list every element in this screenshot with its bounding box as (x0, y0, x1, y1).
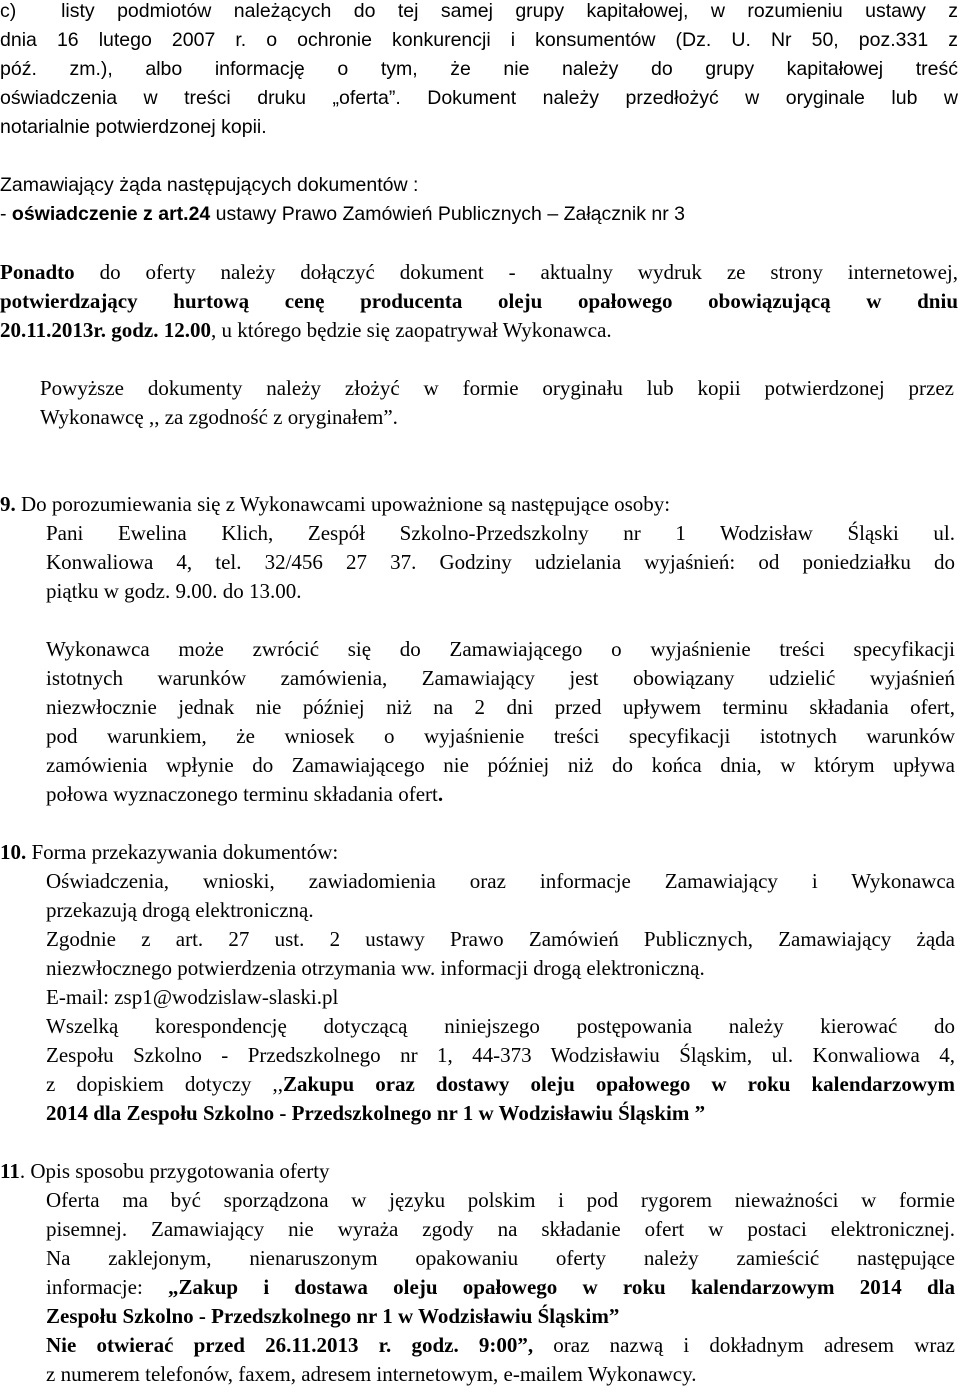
section-c-line-3: póź. zm.), albo informację o tym, że nie należy do grupy kapitałowej treść (0, 58, 958, 80)
section-10-line-8 (46, 1070, 955, 1099)
section-10-line-4: niezwłocznego potwierdzenia otrzymania ww. informacji drogą elektroniczną. (46, 956, 705, 980)
section-11-number: 11 (0, 1159, 20, 1183)
ponadto-date-bold: 20.11.2013r. godz. 12.00 (0, 318, 211, 342)
section-c-line-1: c) listy podmiotów należących do tej samej grupy kapitałowej, w rozumieniu ustawy z (0, 0, 958, 22)
section-11-line-3: Na zaklejonym, nienaruszonym opakowaniu oferty należy zamieścić następujące (46, 1246, 955, 1270)
section-9-header (0, 490, 958, 519)
section-10-number: 10. (0, 840, 27, 864)
section-10-line-8-bold: Zakupu oraz dostawy oleju opałowego w roku kalendarzowym (282, 1072, 955, 1096)
section-11-line-4-text: informacje: (46, 1275, 169, 1299)
required-docs-item-text: ustawy Prawo Zamówień Publicznych – Załącznik nr 3 (210, 203, 685, 225)
section-11-line-6-text: oraz nazwą i dokładnym adresem wraz (533, 1333, 955, 1357)
section-11-header (0, 1157, 958, 1186)
section-9-para-line-1: Wykonawca może zwrócić się do Zamawiającego o wyjaśnienie treści specyfikacji (46, 637, 955, 661)
ponadto-line-3 (0, 316, 958, 345)
section-11-line-1: Oferta ma być sporządzona w języku polskim i pod rygorem nieważności w formie (46, 1188, 955, 1212)
section-c-line-5: notarialnie potwierdzonej kopii. (0, 116, 267, 138)
ponadto-line-3-text: , u którego będzie się zaopatrywał Wykonawca. (210, 318, 612, 342)
section-10-line-3: Zgodnie z art. 27 ust. 2 ustawy Prawo Zamówień Publicznych, Zamawiający żąda (46, 927, 955, 951)
section-10-email[interactable]: E-mail: zsp1@wodzislaw-slaski.pl (46, 985, 339, 1009)
section-9-para-line-2: istotnych warunków zamówienia, Zamawiający jest obowiązany udzielić wyjaśnień (46, 666, 955, 690)
section-11-line-6-bold: Nie otwierać przed 26.11.2013 r. godz. 9:00”, (46, 1333, 534, 1357)
section-9-para-line-6-text: połowa wyznaczonego terminu składania ofert (46, 782, 438, 806)
section-11-title: . Opis sposobu przygotowania oferty (19, 1159, 330, 1183)
section-9-para-line-6 (46, 780, 955, 809)
section-11-line-5-bold: Zespołu Szkolno - Przedszkolnego nr 1 w Wodzisławiu Śląskim” (46, 1304, 620, 1328)
section-9-title: Do porozumiewania się z Wykonawcami upoważnione są następujące osoby: (15, 492, 671, 516)
required-docs-item-bold: oświadczenie z art.24 (11, 203, 211, 225)
section-9-para-line-5: zamówienia wpłynie do Zamawiającego nie później niż do końca dnia, w którym upływa (46, 753, 955, 777)
section-9-para-line-3: niezwłocznie jednak nie później niż na 2 dni przed upływem terminu składania ofert, (46, 695, 955, 719)
section-9-line-4: piątku w godz. 9.00. do 13.00. (46, 579, 302, 603)
section-11-line-5 (46, 1302, 955, 1331)
section-11-line-4 (46, 1273, 955, 1302)
section-10-line-9-bold: 2014 dla Zespołu Szkolno - Przedszkolnego nr 1 w Wodzisławiu Śląskim ” (46, 1101, 706, 1125)
section-9-para-final-dot: . (437, 782, 444, 806)
section-10-header (0, 838, 958, 867)
section-10-line-6: Wszelką korespondencję dotyczącą niniejszego postępowania należy kierować do (46, 1014, 955, 1038)
section-11-line-4-bold: „Zakup i dostawa oleju opałowego w roku kalendarzowym 2014 dla (168, 1275, 955, 1299)
section-10-line-1: Oświadczenia, wnioski, zawiadomienia oraz informacje Zamawiający i Wykonawca (46, 869, 955, 893)
ponadto-line-2-bold: potwierdzający hurtową cenę producenta oleju opałowego obowiązującą w dniu (0, 289, 958, 313)
required-docs-item-prefix: - (0, 203, 12, 225)
section-10-line-2: przekazują drogą elektroniczną. (46, 898, 314, 922)
ponadto-text: do oferty należy dołączyć dokument - aktualny wydruk ze strony internetowej, (74, 260, 958, 284)
ponadto-line-1 (0, 258, 958, 287)
section-10-line-9 (46, 1099, 955, 1128)
section-9-number: 9. (0, 492, 16, 516)
section-9-para-line-4: pod warunkiem, że wniosek o wyjaśnienie treści specyfikacji istotnych warunków (46, 724, 955, 748)
section-11-line-2: pisemnej. Zamawiający nie wyraża zgody na składanie ofert w postaci elektronicznej. (46, 1217, 955, 1241)
section-10-line-7: Zespołu Szkolno - Przedszkolnego nr 1, 44-373 Wodzisławiu Śląskim, ul. Konwaliowa 4, (46, 1043, 955, 1067)
ponadto-line-2 (0, 287, 958, 316)
powyzsze-line-2: Wykonawcę ,, za zgodność z oryginałem”. (40, 405, 398, 429)
section-10-title: Forma przekazywania dokumentów: (26, 840, 339, 864)
required-docs-heading: Zamawiający żąda następujących dokumentów : (0, 174, 419, 196)
section-11-line-7: z numerem telefonów, faxem, adresem internetowym, e-mailem Wykonawcy. (46, 1362, 697, 1386)
section-9-line-2: Pani Ewelina Klich, Zespół Szkolno-Przedszkolny nr 1 Wodzisław Śląski ul. (46, 521, 955, 545)
ponadto-bold: Ponadto (0, 260, 75, 284)
section-10-line-8-text: z dopiskiem dotyczy ,, (46, 1072, 283, 1096)
powyzsze-line-1: Powyższe dokumenty należy złożyć w formie oryginału lub kopii potwierdzonej przez (40, 376, 954, 400)
section-c-line-4: oświadczenia w treści druku „oferta”. Dokument należy przedłożyć w oryginale lub w (0, 87, 958, 109)
section-c-line-2: dnia 16 lutego 2007 r. o ochronie konkurencji i konsumentów (Dz. U. Nr 50, poz.331 z (0, 29, 958, 51)
required-docs-item (0, 200, 958, 229)
section-9-line-3: Konwaliowa 4, tel. 32/456 27 37. Godziny udzielania wyjaśnień: od poniedziałku do (46, 550, 955, 574)
section-11-line-6 (46, 1331, 955, 1360)
